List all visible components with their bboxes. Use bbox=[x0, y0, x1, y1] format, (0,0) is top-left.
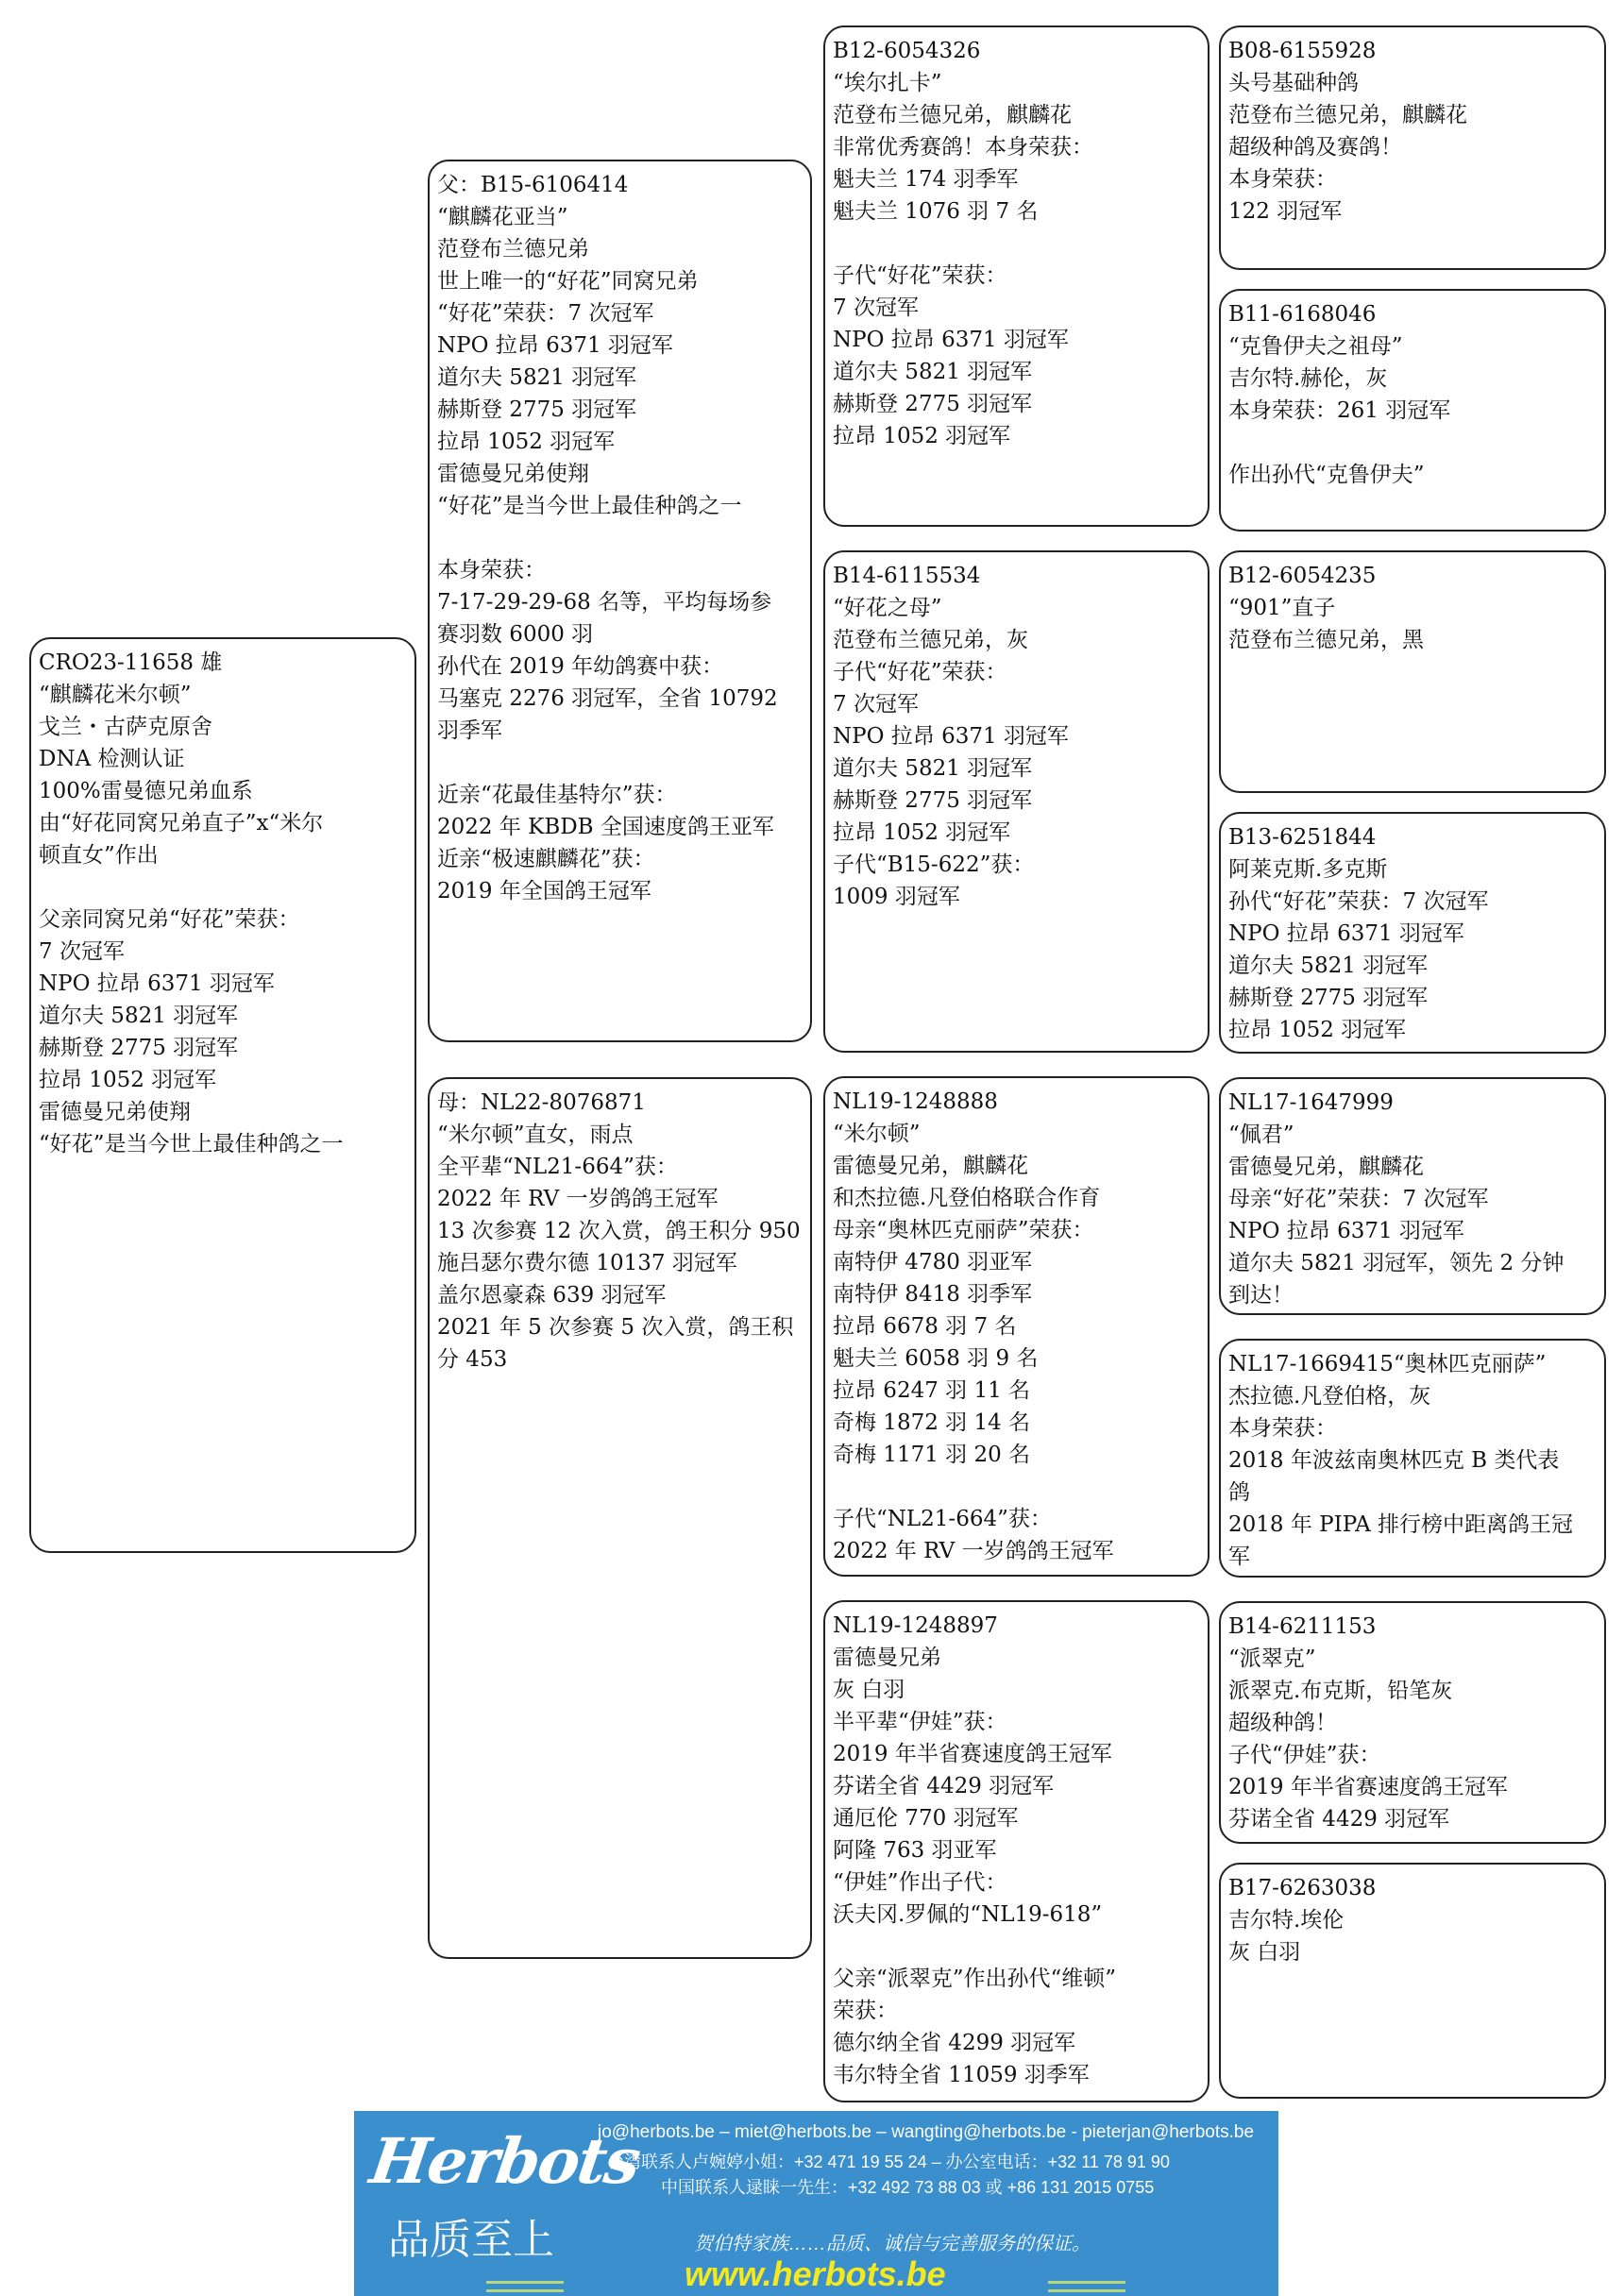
pedigree-line: 拉昂 1052 羽冠军 bbox=[437, 430, 616, 454]
pedigree-card-dds bbox=[1219, 1601, 1606, 1844]
pedigree-line: 戈兰・古萨克原舍 bbox=[39, 715, 212, 739]
pedigree-line: 分 453 bbox=[437, 1347, 508, 1372]
pedigree-line: 奇梅 1872 羽 14 名 bbox=[833, 1410, 1031, 1435]
pedigree-line: 赫斯登 2775 羽冠军 bbox=[833, 788, 1033, 813]
pedigree-card-ss bbox=[823, 25, 1210, 527]
pedigree-line: 2022 年 KBDB 全国速度鸽王亚军 bbox=[437, 815, 774, 839]
pedigree-line: 母亲“好花”荣获：7 次冠军 bbox=[1228, 1187, 1489, 1211]
ring-number: NL19-1248897 bbox=[833, 1613, 998, 1638]
pedigree-line: 2019 年半省赛速度鸽王冠军 bbox=[833, 1742, 1112, 1766]
pedigree-line: 本身荣获：261 羽冠军 bbox=[1228, 398, 1451, 423]
pedigree-line: 赫斯登 2775 羽冠军 bbox=[1228, 986, 1429, 1010]
pedigree-line: “麒麟花米尔顿” bbox=[39, 683, 192, 707]
pedigree-line: 范登布兰德兄弟，麒麟花 bbox=[1228, 103, 1467, 127]
pedigree-line: 本身荣获： bbox=[1228, 1416, 1337, 1441]
pedigree-line: 沃夫冈.罗佩的“NL19-618” bbox=[833, 1902, 1103, 1927]
herbots-logo: Herbots bbox=[365, 2124, 644, 2198]
pedigree-line bbox=[437, 747, 803, 779]
pedigree-line: 超级种鸽及赛鸽！ bbox=[1228, 135, 1402, 160]
pedigree-line: 赛羽数 6000 羽 bbox=[437, 622, 594, 647]
pedigree-line: “好花”是当今世上最佳种鸽之一 bbox=[39, 1132, 344, 1156]
pedigree-line: 奇梅 1171 羽 20 名 bbox=[833, 1443, 1031, 1467]
pedigree-line: 南特伊 4780 羽亚军 bbox=[833, 1250, 1033, 1275]
pedigree-line: 拉昂 1052 羽冠军 bbox=[39, 1068, 217, 1092]
pedigree-card-dam bbox=[428, 1077, 812, 1959]
pedigree-line: 荣获： bbox=[833, 1999, 898, 2023]
pedigree-line: 雷德曼兄弟，麒麟花 bbox=[1228, 1155, 1424, 1179]
pedigree-line: 魁夫兰 6058 羽 9 名 bbox=[833, 1346, 1039, 1371]
pedigree-line: 2021 年 5 次参赛 5 次入赏，鸽王积 bbox=[437, 1315, 794, 1340]
ring-number: NL17-1647999 bbox=[1228, 1090, 1394, 1115]
pedigree-line: 母亲“奥林匹克丽萨”荣获： bbox=[833, 1218, 1094, 1242]
pedigree-line: 7 次冠军 bbox=[833, 295, 919, 320]
pedigree-line: 子代“好花”荣获： bbox=[833, 660, 1007, 684]
pedigree-line: 100%雷曼德兄弟血系 bbox=[39, 779, 253, 803]
pedigree-line: 2018 年 PIPA 排行榜中距离鸽王冠 bbox=[1228, 1512, 1574, 1537]
pedigree-line: NPO 拉昂 6371 羽冠军 bbox=[833, 724, 1069, 749]
pedigree-line: 雷德曼兄弟，麒麟花 bbox=[833, 1154, 1028, 1178]
pedigree-line: DNA 检测认证 bbox=[39, 747, 185, 771]
pedigree-card-ssd bbox=[1219, 289, 1606, 532]
pedigree-line: 魁夫兰 174 羽季军 bbox=[833, 167, 1019, 192]
pedigree-line bbox=[1228, 427, 1597, 459]
decor-double-line-right bbox=[1048, 2281, 1125, 2292]
motto: 贺伯特家族……品质、诚信与完善服务的保证。 bbox=[694, 2234, 1091, 2254]
pedigree-line: NPO 拉昂 6371 羽冠军 bbox=[39, 971, 275, 996]
pedigree-card-dsd bbox=[1219, 1339, 1606, 1578]
pedigree-line: 雷德曼兄弟使翔 bbox=[437, 462, 589, 486]
pedigree-line: 马塞克 2276 羽冠军，全省 10792 bbox=[437, 686, 778, 711]
pedigree-card-sss bbox=[1219, 25, 1606, 270]
pedigree-line: 拉昂 6678 羽 7 名 bbox=[833, 1314, 1017, 1339]
pedigree-line: 吉尔特.赫伦，灰 bbox=[1228, 366, 1388, 391]
pedigree-line: 施吕瑟尔费尔德 10137 羽冠军 bbox=[437, 1251, 737, 1275]
decor-double-line-left bbox=[486, 2281, 564, 2292]
pedigree-line: 道尔夫 5821 羽冠军 bbox=[39, 1004, 239, 1028]
pedigree-line: 和杰拉德.凡登伯格联合作育 bbox=[833, 1186, 1101, 1210]
pedigree-line bbox=[833, 1931, 1200, 1963]
pedigree-line: 道尔夫 5821 羽冠军 bbox=[833, 756, 1033, 781]
pedigree-line: 拉昂 1052 羽冠军 bbox=[833, 424, 1011, 448]
ring-number: 父：B15-6106414 bbox=[437, 173, 629, 197]
pedigree-line: 芬诺全省 4429 羽冠军 bbox=[833, 1774, 1055, 1798]
contact-emails[interactable]: jo@herbots.be – miet@herbots.be – wangting@herbots.be - pieterjan@herbots.be bbox=[598, 2122, 1255, 2142]
pedigree-line: 道尔夫 5821 羽冠军 bbox=[437, 365, 637, 390]
pedigree-line: “901”直子 bbox=[1228, 596, 1336, 620]
pedigree-line: 军 bbox=[1228, 1545, 1250, 1569]
ring-number: NL19-1248888 bbox=[833, 1089, 998, 1114]
pedigree-line: 到达！ bbox=[1228, 1283, 1294, 1308]
ring-number: B12-6054326 bbox=[833, 39, 981, 63]
pedigree-line: 道尔夫 5821 羽冠军 bbox=[1228, 954, 1429, 978]
pedigree-line: 子代“NL21-664”获： bbox=[833, 1507, 1052, 1531]
pedigree-card-sdd bbox=[1219, 812, 1606, 1054]
pedigree-card-sire bbox=[428, 160, 812, 1042]
pedigree-line: 7-17-29-29-68 名等，平均每场参 bbox=[437, 590, 772, 615]
website-link[interactable]: www.herbots.be bbox=[685, 2254, 946, 2293]
pedigree-line: 2018 年波兹南奥林匹克 B 类代表 bbox=[1228, 1448, 1560, 1473]
pedigree-line: “好花”是当今世上最佳种鸽之一 bbox=[437, 494, 742, 518]
ring-number: B13-6251844 bbox=[1228, 825, 1377, 850]
pedigree-line: 近亲“花最佳基特尔”获： bbox=[437, 783, 677, 807]
pedigree-line: 2019 年全国鸽王冠军 bbox=[437, 879, 651, 903]
pedigree-line: 超级种鸽！ bbox=[1228, 1711, 1337, 1735]
pedigree-line: 灰 白羽 bbox=[1228, 1940, 1301, 1965]
pedigree-card-sds bbox=[1219, 550, 1606, 793]
pedigree-line: 拉昂 6247 羽 11 名 bbox=[833, 1378, 1031, 1403]
herbots-footer-banner bbox=[354, 2111, 1278, 2296]
pedigree-line: 本身荣获： bbox=[437, 558, 546, 582]
pedigree-card-subject bbox=[29, 637, 416, 1553]
pedigree-line: 灰 白羽 bbox=[833, 1678, 905, 1702]
pedigree-line bbox=[833, 228, 1200, 260]
pedigree-line: “米尔顿”直女，雨点 bbox=[437, 1123, 634, 1147]
pedigree-line bbox=[39, 871, 407, 903]
pedigree-line: 吉尔特.埃伦 bbox=[1228, 1908, 1345, 1933]
pedigree-line: 子代“好花”荣获： bbox=[833, 263, 1007, 288]
pedigree-line: 赫斯登 2775 羽冠军 bbox=[437, 397, 637, 422]
pedigree-line: 阿莱克斯.多克斯 bbox=[1228, 857, 1388, 882]
pedigree-line: 7 次冠军 bbox=[39, 939, 125, 964]
pedigree-line: 派翠克.布克斯，铅笔灰 bbox=[1228, 1679, 1453, 1703]
china-contact: 中国联系人逯睐一先生：+32 492 73 88 03 或 +86 131 2015 0755 bbox=[661, 2178, 1155, 2197]
pedigree-line: 拉昂 1052 羽冠军 bbox=[833, 820, 1011, 845]
pedigree-line: 雷德曼兄弟使翔 bbox=[39, 1100, 191, 1124]
pedigree-line bbox=[437, 522, 803, 554]
pedigree-line: 近亲“极速麒麟花”获： bbox=[437, 847, 655, 871]
pedigree-line: 2019 年半省赛速度鸽王冠军 bbox=[1228, 1775, 1508, 1799]
pedigree-line: 赫斯登 2775 羽冠军 bbox=[39, 1036, 239, 1060]
pedigree-line: NPO 拉昂 6371 羽冠军 bbox=[833, 328, 1069, 352]
pedigree-line: 全平辈“NL21-664”获： bbox=[437, 1155, 678, 1179]
pedigree-line: “埃尔扎卡” bbox=[833, 71, 942, 95]
pedigree-line: 世上唯一的“好花”同窝兄弟 bbox=[437, 269, 699, 294]
pedigree-line: 范登布兰德兄弟，黑 bbox=[1228, 628, 1424, 652]
pedigree-line: “佩君” bbox=[1228, 1123, 1294, 1147]
pedigree-line: NPO 拉昂 6371 羽冠军 bbox=[437, 333, 673, 358]
ring-number: B14-6211153 bbox=[1228, 1614, 1377, 1639]
pedigree-line: 子代“伊娃”获： bbox=[1228, 1743, 1381, 1767]
pedigree-line: 半平辈“伊娃”获： bbox=[833, 1710, 1007, 1734]
pedigree-line: 作出孙代“克鲁伊夫” bbox=[1228, 463, 1425, 487]
pedigree-line: 1009 羽冠军 bbox=[833, 885, 960, 909]
pedigree-line: “米尔顿” bbox=[833, 1122, 921, 1146]
ring-number: NL17-1669415“奥林匹克丽萨” bbox=[1228, 1352, 1547, 1376]
pedigree-line: 父亲“派翠克”作出孙代“维顿” bbox=[833, 1967, 1117, 1991]
pedigree-line: 盖尔恩豪森 639 羽冠军 bbox=[437, 1283, 667, 1308]
pedigree-line: 范登布兰德兄弟，麒麟花 bbox=[833, 103, 1072, 127]
pedigree-line: 孙代“好花”荣获：7 次冠军 bbox=[1228, 889, 1489, 914]
ring-number: B08-6155928 bbox=[1228, 39, 1377, 63]
slogan: 品质至上 bbox=[388, 2216, 554, 2264]
pedigree-line: “伊娃”作出子代： bbox=[833, 1870, 1007, 1895]
pedigree-line: 拉昂 1052 羽冠军 bbox=[1228, 1018, 1407, 1042]
pedigree-line: 杰拉德.凡登伯格，灰 bbox=[1228, 1384, 1431, 1409]
pedigree-line: 魁夫兰 1076 羽 7 名 bbox=[833, 199, 1039, 224]
pedigree-line: 德尔纳全省 4299 羽冠军 bbox=[833, 2031, 1076, 2055]
pedigree-card-dss bbox=[1219, 1077, 1606, 1315]
pedigree-line: 范登布兰德兄弟，灰 bbox=[833, 628, 1028, 652]
pedigree-line: 2022 年 RV 一岁鸽鸽王冠军 bbox=[437, 1187, 719, 1211]
pedigree-line: 本身荣获： bbox=[1228, 167, 1337, 192]
pedigree-line: 7 次冠军 bbox=[833, 692, 919, 717]
pedigree-line: 羽季军 bbox=[437, 718, 502, 743]
ring-number: B11-6168046 bbox=[1228, 302, 1377, 327]
pedigree-line: “派翠克” bbox=[1228, 1646, 1316, 1671]
pedigree-line: 道尔夫 5821 羽冠军，领先 2 分钟 bbox=[1228, 1251, 1565, 1275]
pedigree-line: 头号基础种鸽 bbox=[1228, 71, 1359, 95]
pedigree-line: 芬诺全省 4429 羽冠军 bbox=[1228, 1807, 1450, 1832]
pedigree-line: “好花”荣获：7 次冠军 bbox=[437, 301, 654, 326]
pedigree-line: “克鲁伊夫之祖母” bbox=[1228, 334, 1403, 359]
pedigree-line: “好花之母” bbox=[833, 596, 942, 620]
pedigree-line: 赫斯登 2775 羽冠军 bbox=[833, 392, 1033, 416]
pedigree-line: 韦尔特全省 11059 羽季军 bbox=[833, 2063, 1090, 2087]
pedigree-card-ddd bbox=[1219, 1863, 1606, 2099]
pedigree-line: NPO 拉昂 6371 羽冠军 bbox=[1228, 1219, 1464, 1243]
pedigree-line: “麒麟花亚当” bbox=[437, 205, 568, 229]
pedigree-line: 道尔夫 5821 羽冠军 bbox=[833, 360, 1033, 384]
pedigree-line: 南特伊 8418 羽季军 bbox=[833, 1282, 1033, 1307]
pedigree-line: 雷德曼兄弟 bbox=[833, 1646, 941, 1670]
pedigree-line: 阿隆 763 羽亚军 bbox=[833, 1838, 997, 1863]
pedigree-line: 由“好花同窝兄弟直子”x“米尔 bbox=[39, 811, 324, 836]
pedigree-line: 子代“B15-622”获： bbox=[833, 853, 1035, 877]
ring-number: 母：NL22-8076871 bbox=[437, 1090, 646, 1115]
pedigree-line bbox=[833, 1471, 1200, 1503]
ring-number: B17-6263038 bbox=[1228, 1876, 1377, 1900]
pedigree-line: 孙代在 2019 年幼鸽赛中获： bbox=[437, 654, 724, 679]
pedigree-line: 13 次参赛 12 次入赏，鸽王积分 950 bbox=[437, 1219, 801, 1243]
pedigree-line: 顿直女”作出 bbox=[39, 843, 159, 868]
pedigree-line: 122 羽冠军 bbox=[1228, 199, 1343, 224]
pedigree-line: 父亲同窝兄弟“好花”荣获： bbox=[39, 907, 300, 932]
taiwan-contact: 台湾联系人卢婉婷小姐：+32 471 19 55 24 – 办公室电话：+32 11 78 91 90 bbox=[607, 2152, 1170, 2171]
ring-number: B14-6115534 bbox=[833, 564, 981, 588]
pedigree-card-dd bbox=[823, 1600, 1210, 2102]
pedigree-card-sd bbox=[823, 550, 1210, 1053]
pedigree-line: 通厄伦 770 羽冠军 bbox=[833, 1806, 1019, 1831]
ring-number: B12-6054235 bbox=[1228, 564, 1377, 588]
pedigree-line: 2022 年 RV 一岁鸽鸽王冠军 bbox=[833, 1539, 1114, 1563]
pedigree-line: 鸽 bbox=[1228, 1480, 1250, 1505]
pedigree-card-ds bbox=[823, 1076, 1210, 1577]
pedigree-line: 非常优秀赛鸽！本身荣获： bbox=[833, 135, 1093, 160]
pedigree-line: 范登布兰德兄弟 bbox=[437, 237, 589, 262]
pedigree-line: NPO 拉昂 6371 羽冠军 bbox=[1228, 921, 1464, 946]
ring-number: CRO23-11658 雄 bbox=[39, 650, 223, 675]
